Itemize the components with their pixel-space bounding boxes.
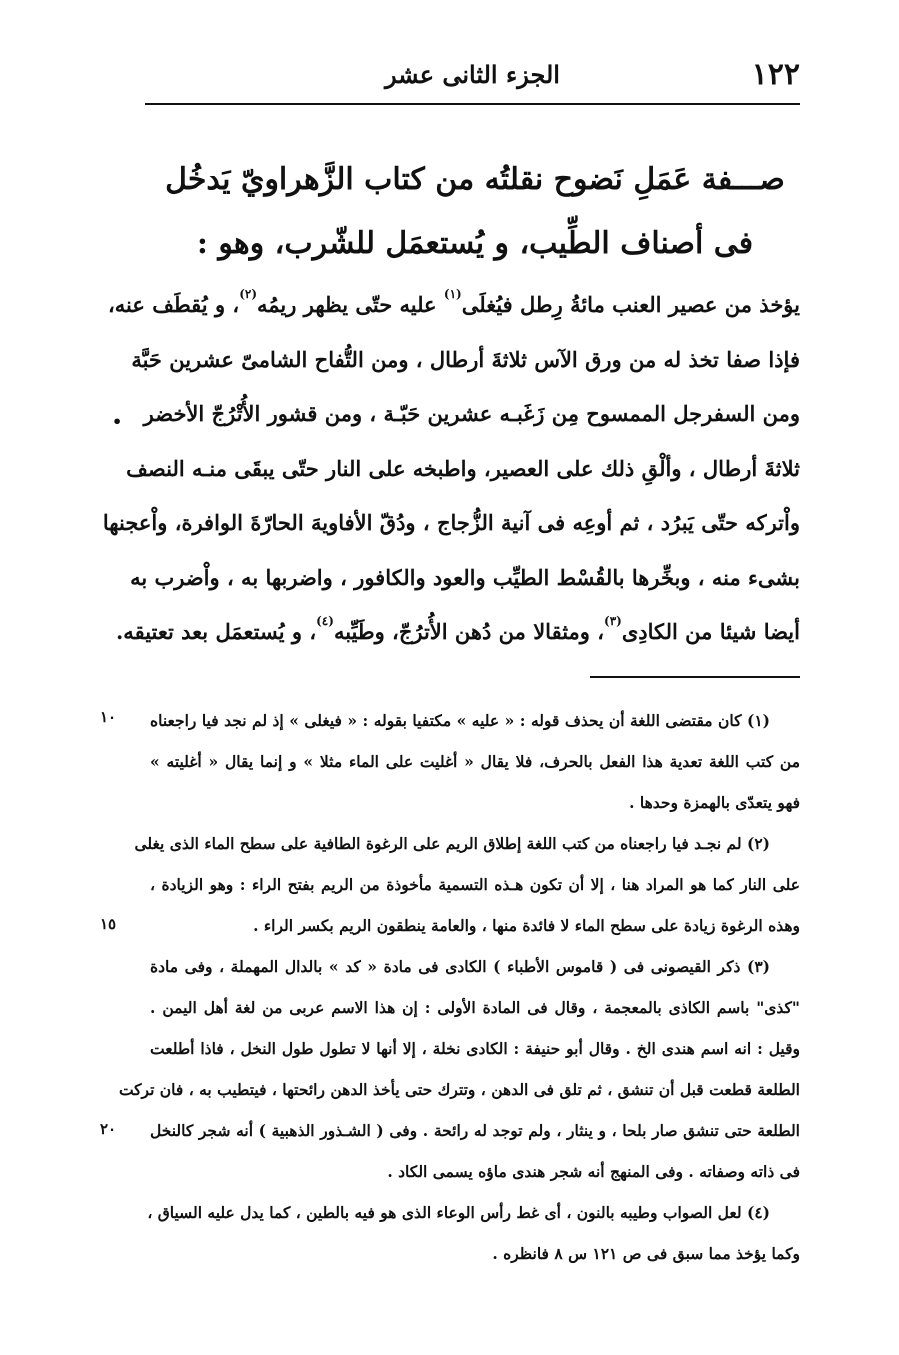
line-number-10: ١٠: [100, 708, 117, 726]
footnote-2-line-1: (٢) لم نجـد فيا راجعناه من كتب اللغة إطلاق الريم على الرغوة الطافية على سطح الماء الذى يغلى: [134, 834, 770, 853]
header-rule: [145, 103, 800, 105]
body-line-2: فإذا صفا تخذ له من ورق الآس ثلاثةَ أرطال ، ومن التُّفاح الشامىّ عشرين حَبَّة: [131, 346, 800, 372]
body-line-3: ومن السفرجل الممسوح مِن زَغَبـه عشرين حَبّـة ، ومن قشور الأُتْرُجّ الأخضر: [143, 401, 800, 426]
footnote-3-line-3: وقيل : انه اسم هندى الخ . وقال أبو حنيفة : الكادى نخلة ، إلا أنها لا تطول طول النخل ، فاذا أطلعت: [150, 1039, 800, 1058]
footnote-3-line-2: "كذى" باسم الكاذى بالمعجمة ، وقال فى المادة الأولى : إن هذا الاسم عربى من لغة أهل اليمن .: [150, 998, 800, 1017]
title-line-2: فى أصناف الطِّيب، و يُستعمَل للشّرب، وهو :: [196, 226, 754, 261]
footnote-3-line-1: (٣) ذكر القيصونى فى ( قاموس الأطباء ) الكادى فى مادة « كد » بالدال المهملة ، وفى مادة: [150, 957, 770, 976]
body-line-7: أيضا شيئا من الكادِى$^{(٣)}$، ومثقالا من دُهن الأُترُجّ، وطَيِّبه$^{(٤)}$، و يُستعمَل بعد تعتيقه.: [116, 614, 800, 644]
title-line-1: صـــفة عَمَلِ نَضوح نقلتُه من كتاب الزَّهراويّ يَدخُل: [165, 162, 785, 197]
recipe-body: [102, 278, 800, 660]
footnote-1-line-1: (١) كان مقتضى اللغة أن يحذف قوله : « عليه » مكتفيا بقوله : « فيغلى » إذ لم نجد فيا راجعناه: [150, 711, 770, 730]
note-ref-1: (١): [443, 287, 462, 301]
footnote-1-line-3: فهو يتعدّى بالهمزة وحدها .: [629, 793, 800, 812]
body-line-4: ثلاثةَ أرطال ، وألْقِ ذلك على العصير، واطبخه على النار حتّى يبقَى منـه النصف: [126, 455, 800, 481]
footnote-3-line-4: الطلعة قطعت قبل أن تنشق ، ثم تلق فى الدهن ، وتترك حتى يأخذ الدهن رائحتها ، فيتطيب به ، فان تركت: [118, 1080, 800, 1099]
footnote-3-line-6: فى ذاته وصفاته . وفى المنهج أنه شجر هندى ماؤه يسمى الكاد .: [387, 1162, 800, 1181]
line-number-15: ١٥: [100, 915, 117, 933]
recipe-title: [150, 148, 800, 276]
footnote-4-line-2: وكما يؤخذ مما سبق فى ص ١٢١ س ٨ فانظره .: [492, 1244, 800, 1263]
note-ref-2: (٢): [239, 287, 258, 301]
footnotes: [118, 700, 800, 1274]
footnote-2-line-2: على النار كما هو المراد هنا ، إلا أن تكون هـذه التسمية مأخوذة من الريم بفتح الراء : وهو الزيادة ،: [150, 875, 800, 894]
body-line-1: يؤخذ من عصير العنب مائةُ رِطل فيُغلَى$^{(١)}$ عليه حتّى يظهر ريمُه$^{(٢)}$، و يُقطَف عنه،: [108, 287, 800, 317]
page-number: ١٢٢: [751, 57, 800, 92]
body-line-6: بشىء منه ، وبخِّرها بالقُسْط الطيِّب والعود والكافور ، واضربها به ، واْضرب به: [130, 564, 800, 590]
footnote-2-line-3: وهذه الرغوة زيادة على سطح الماء لا فائدة منها ، والعامة ينطقون الريم بكسر الراء .: [253, 916, 800, 935]
running-head: [145, 55, 800, 95]
footnote-4-line-1: (٤) لعل الصواب وطيبه بالنون ، أى غط رأس الوعاء الذى هو فيه بالطين ، كما يدل عليه السياق ،: [147, 1203, 770, 1222]
note-ref-4: (٤): [316, 614, 334, 628]
footnote-rule: [590, 676, 800, 678]
note-ref-3: (٣): [604, 614, 622, 628]
footnote-1-line-2: من كتب اللغة تعدية هذا الفعل بالحرف، فلا يقال « أغليت على الماء مثلا » و إنما يقال « أغليته »: [150, 752, 800, 771]
margin-mark: •: [112, 412, 123, 431]
body-line-5: واْتركه حتّى يَبرُد ، ثم أوعِه فى آنية الزُّجاج ، ودُقّ الأفاويهَ الحارّةَ الوافرة، واْعجنها: [102, 510, 800, 535]
line-number-20: ٢٠: [100, 1120, 117, 1138]
running-title: الجزء الثانى عشر: [385, 60, 560, 89]
footnote-3-line-5: الطلعة حتى تنشق صار بلحا ، و ينثار ، ولم توجد له رائحة . وفى ( الشـذور الذهبية ) أنه شجر كالنخل: [150, 1121, 800, 1140]
